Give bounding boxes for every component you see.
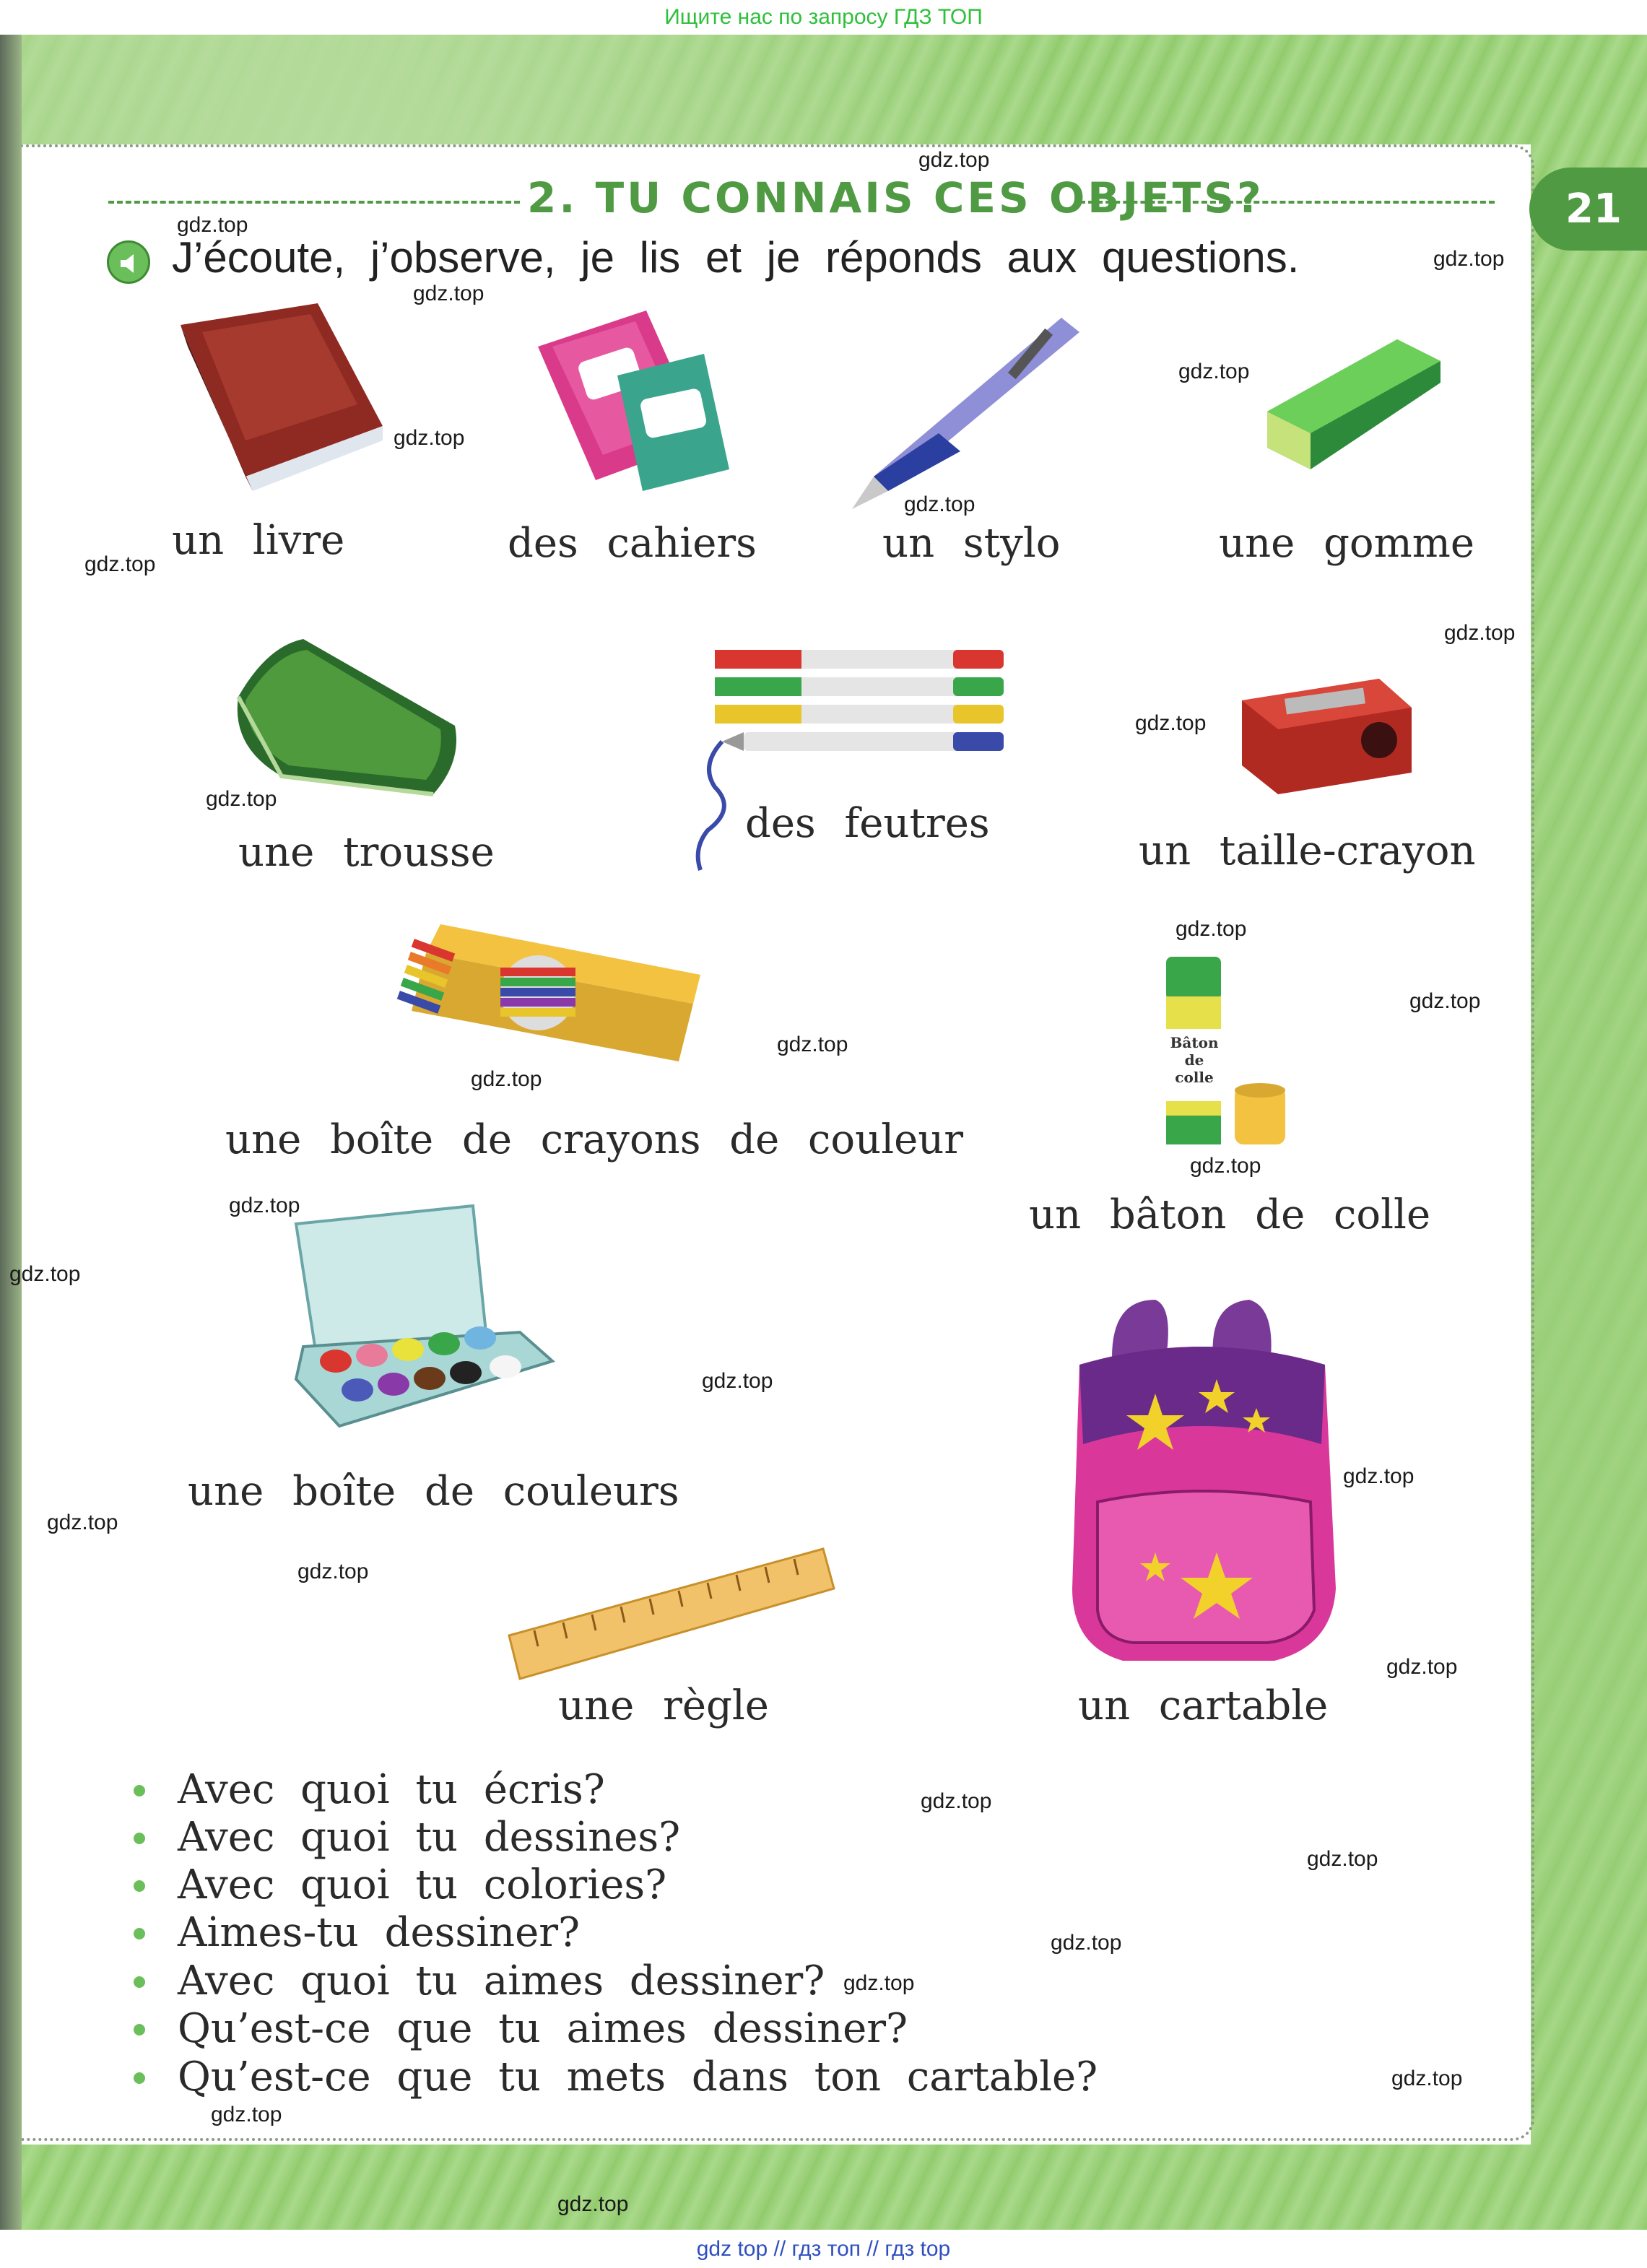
question-bullet [134, 1928, 145, 1939]
question-bullet [134, 1976, 145, 1988]
page-number: 21 [1529, 168, 1647, 251]
watermark: gdz.top [394, 426, 465, 450]
watermark: gdz.top [843, 1971, 915, 1995]
colored-pencils-box-illustration [397, 910, 708, 1076]
watermark: gdz.top [1409, 989, 1481, 1013]
question-bullet [134, 2072, 145, 2084]
watermark: gdz.top [1386, 1655, 1458, 1679]
audio-icon[interactable] [107, 240, 150, 284]
question-6: Qu’est-ce que tu aimes dessiner? [178, 2005, 908, 2052]
watermark: gdz.top [904, 492, 975, 516]
watermark: gdz.top [1343, 1464, 1414, 1488]
label-taille-crayon: un taille-crayon [1139, 827, 1476, 874]
glue-stick-label: Bâton de colle [1170, 1034, 1219, 1086]
watermark: gdz.top [47, 1511, 118, 1534]
header-link[interactable]: Ищите нас по запросу ГДЗ ТОП [0, 0, 1647, 35]
label-stylo: un stylo [882, 520, 1061, 567]
paint-box-illustration [289, 1202, 556, 1433]
question-bullet [134, 1833, 145, 1844]
ruler-illustration [505, 1545, 838, 1690]
question-2: Avec quoi tu dessines? [178, 1814, 681, 1861]
watermark: gdz.top [1444, 621, 1516, 645]
pen-illustration [845, 310, 1083, 513]
question-3: Avec quoi tu colories? [178, 1861, 667, 1908]
title-rule-left [108, 201, 520, 204]
watermark: gdz.top [471, 1067, 542, 1091]
schoolbag-illustration [1058, 1300, 1347, 1675]
notebooks-illustration [531, 303, 740, 498]
label-cartable: un cartable [1078, 1682, 1329, 1729]
section-title: 2. TU CONNAIS CES OBJETS? [527, 173, 1264, 222]
watermark: gdz.top [702, 1369, 773, 1393]
watermark: gdz.top [777, 1033, 848, 1056]
watermark: gdz.top [1307, 1847, 1378, 1871]
label-cahiers: des cahiers [508, 520, 757, 567]
eraser-illustration [1260, 332, 1448, 477]
instruction: J’écoute, j’observe, je lis et je réponds aux questions. [172, 233, 1300, 282]
question-5: Avec quoi tu aimes dessiner? [178, 1958, 825, 2004]
sharpener-illustration [1235, 672, 1415, 801]
footer-link[interactable]: gdz top // гдз топ // гдз top [0, 2230, 1647, 2268]
label-regle: une règle [558, 1682, 769, 1729]
question-7: Qu’est-ce que tu mets dans ton cartable? [178, 2054, 1098, 2100]
watermark: gdz.top [921, 1789, 992, 1813]
label-couleurs: une boîte de couleurs [188, 1468, 679, 1515]
book-illustration [173, 303, 390, 498]
watermark: gdz.top [229, 1194, 300, 1217]
label-feutres: des feutres [745, 800, 990, 847]
question-4: Aimes-tu dessiner? [178, 1909, 580, 1956]
pencil-case-illustration [224, 632, 469, 805]
watermark: gdz.top [413, 282, 484, 305]
watermark: gdz.top [1176, 917, 1247, 941]
label-trousse: une trousse [238, 829, 495, 876]
watermark: gdz.top [9, 1262, 81, 1286]
watermark: gdz.top [1178, 360, 1250, 383]
watermark: gdz.top [211, 2103, 282, 2126]
question-1: Avec quoi tu écris? [178, 1766, 605, 1813]
book-spine [0, 35, 22, 2230]
watermark: gdz.top [1433, 247, 1505, 271]
watermark: gdz.top [177, 213, 248, 237]
watermark: gdz.top [1135, 711, 1207, 735]
question-bullet [134, 1880, 145, 1892]
watermark: gdz.top [918, 148, 990, 172]
label-livre: un livre [172, 517, 345, 564]
watermark: gdz.top [557, 2192, 629, 2216]
question-bullet [134, 1785, 145, 1796]
watermark: gdz.top [1391, 2067, 1463, 2090]
watermark: gdz.top [84, 552, 156, 576]
question-bullet [134, 2024, 145, 2035]
watermark: gdz.top [297, 1560, 369, 1583]
label-gomme: une gomme [1219, 520, 1474, 567]
label-crayons: une boîte de crayons de couleur [225, 1116, 964, 1163]
label-colle: un bâton de colle [1029, 1191, 1431, 1238]
watermark: gdz.top [1051, 1931, 1122, 1955]
watermark: gdz.top [206, 787, 277, 811]
watermark: gdz.top [1190, 1154, 1261, 1178]
